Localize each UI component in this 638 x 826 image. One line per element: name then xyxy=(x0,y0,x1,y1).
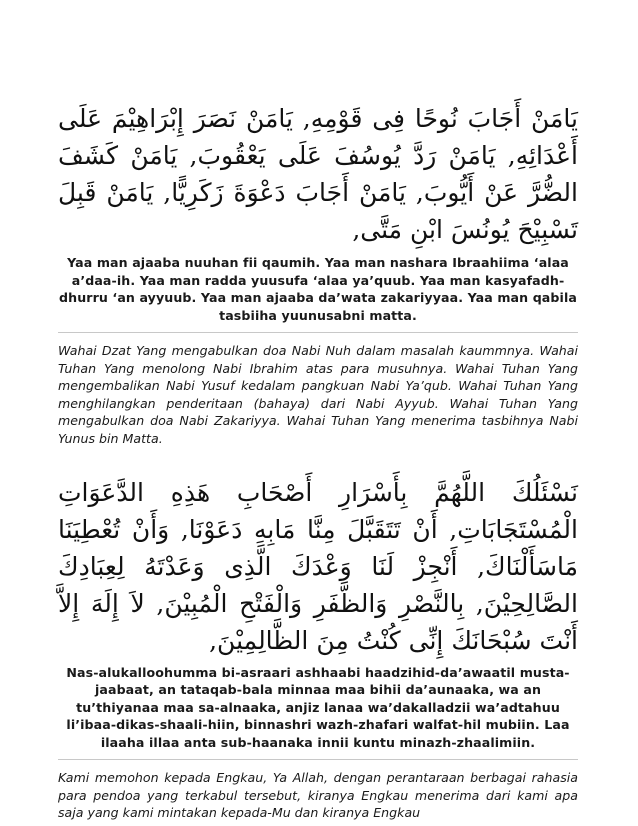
translation-2: Kami memohon kepada Engkau, Ya Allah, dengan perantaraan berbagai rahasia para pendoa yang terkabul tersebut, kiranya Engkau menerima dari kami apa saja yang kami mintakan kepada-Mu dan kiranya Engkau xyxy=(58,770,578,821)
section-divider-2 xyxy=(58,759,578,760)
translation-1: Wahai Dzat Yang mengabulkan doa Nabi Nuh dalam masalah kaummnya. Wahai Tuhan Yang menolong Nabi Ibrahim atas para musuhnya. Wahai Tuhan Yang mengembalikan Nabi Yusuf kedalam pangkuan Nabi Ya’qub. Wahai Tuhan Yang menghilangkan penderitaan (bahaya) dari Nabi Ayyub. Wahai Tuhan Yang mengabulkan doa Nabi Zakariyya. Wahai Tuhan Yang menerima tasbihnya Nabi Yunus bin Matta. xyxy=(58,343,578,446)
section-divider-1 xyxy=(58,332,578,333)
transliteration-1: Yaa man ajaaba nuuhan fii qaumih. Yaa man nashara Ibraahiima ‘alaa a’daa-ih. Yaa man radda yuusufa ‘alaa ya’quub. Yaa man kasyafadh-dhurru ‘an ayyuub. Yaa man ajaaba da’wata zakariyyaa. Yaa man qabila tasbiiha yuunusabni matta. xyxy=(59,255,577,323)
arabic-prayer-2: نَسْئَلُكَ اللَّهُمَّ بِأَسْرَارِ أَصْحَابِ هَذِهِ الدَّعَوَاتِ الْمُسْتَجَابَاتِ, أَنْ تَتَقَبَّلَ مِنَّا مَابِهِ دَعَوْنَا, وَأَنْ تُعْطِيَنَا مَاسَأَلْنَاكَ, أَنْجِزْ لَنَا وَعْدَكَ الَّذِى وَعَدْتَهُ لِعِبَادِكَ الصَّالِحِيْنَ, بِالنَّصْرِ وَالظَّفَرِ وَالْفَتْحِ الْمُبِيْنَ, لاَ إِلَهَ إِلاَّ أَنْتَ سُبْحَانَكَ إِنِّى كُنْتُ مِنَ الظَّالِمِيْنَ, xyxy=(58,477,578,655)
arabic-prayer-1: يَامَنْ أَجَابَ نُوحًا فِى قَوْمِهِ, يَامَنْ نَصَرَ إِبْرَاهِيْمَ عَلَى أَعْدَائِهِ, يَامَنْ رَدَّ يُوسُفَ عَلَى يَعْقُوبَ, يَامَنْ كَشَفَ الضُّرَّ عَنْ أَيُّوبَ, يَامَنْ أَجَابَ دَعْوَةَ زَكَرِيًّا, يَامَنْ قَبِلَ تَسْبِيْحَ يُونُسَ ابْنِ مَتَّى, xyxy=(58,104,578,244)
document-page xyxy=(58,100,578,822)
transliteration-2: Nas-alukalloohumma bi-asraari ashhaabi haadzihid-da’awaatil musta-jaabaat, an tataqab-bala minnaa maa bihii da’aunaaka, wa an tu’thiyanaa maa sa-alnaaka, anjiz lanaa wa’dakalladzii wa’adtahuu li’ibaa-dikas-shaali-hiin, binnashri wazh-zhafari walfat-hil mubiin. Laa ilaaha illaa anta sub-haanaka innii kuntu minazh-zhaalimiin. xyxy=(66,664,570,750)
